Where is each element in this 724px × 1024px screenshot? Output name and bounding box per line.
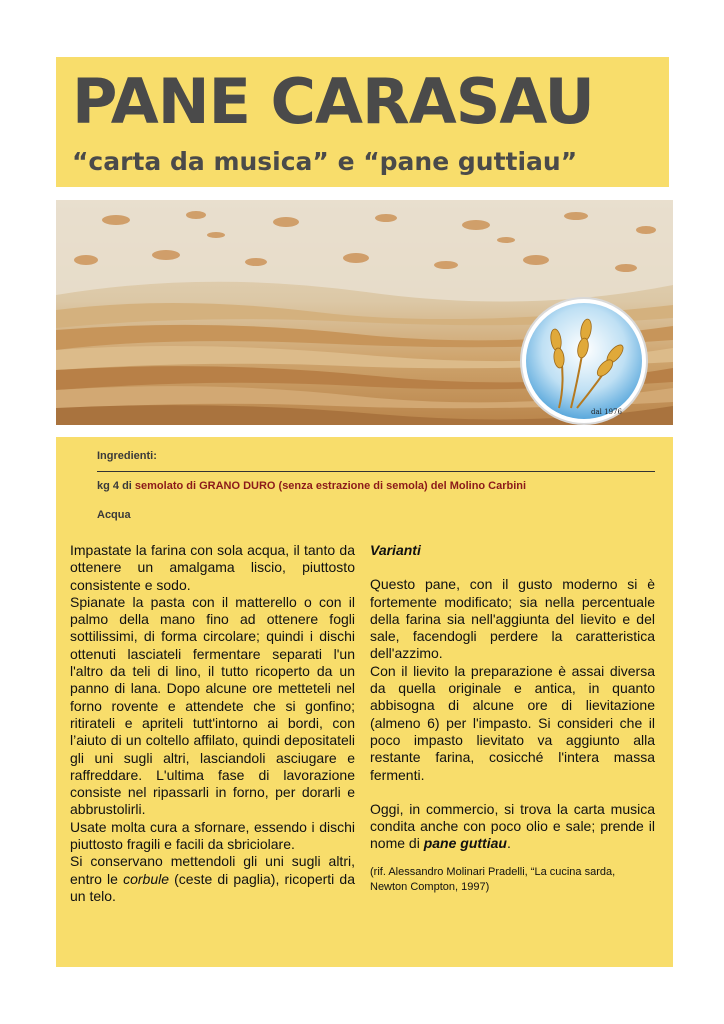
corbule-term: corbule bbox=[123, 870, 169, 887]
ingredients-heading: Ingredienti: bbox=[97, 450, 655, 472]
ingredient-flour-name: semolato di GRANO DURO (senza estrazione di semola) del Molino Carbini bbox=[134, 480, 527, 492]
variants-column bbox=[370, 542, 655, 895]
title-banner bbox=[56, 57, 669, 187]
pane-guttiau-term: pane guttiau bbox=[423, 835, 507, 852]
p3-text-after: . bbox=[506, 835, 511, 852]
preparation-paragraph-4 bbox=[70, 853, 355, 905]
molino-wheat-logo bbox=[519, 296, 649, 426]
bibliographic-reference: (rif. Alessandro Molinari Pradelli, “La cucina sarda, Newton Compton, 1997) bbox=[370, 865, 616, 893]
preparation-paragraph-2: Spianate la pasta con il matterello o con il palmo della mano fino ad ottenere fogli sottilissimi, di forma circolare; quindi i dischi ottenuti lasciateli fermentare separati l'un l'altro da teli di lino, il tutto ricoperto da un panno di lana. Dopo alcune ore metteteli nel forno rovente e attendete che si gonfino; ritirateli e apriteli tutt'intorno ai bordi, con l’aiuto di un coltello affilato, quindi depositateli gli uni sugli altri, lasciandoli asciugare e raffreddare. L'ultima fase di lavorazione consiste nel ripassarli in forno, per dorarli e abbrustolirli. bbox=[70, 593, 355, 818]
ingredient-water: Acqua bbox=[97, 509, 131, 521]
badge-year-text: dal 1976 bbox=[591, 408, 622, 416]
page-subtitle: “carta da musica” e “pane guttiau” bbox=[72, 147, 578, 176]
variants-heading: Varianti bbox=[370, 542, 421, 558]
recipe-panel bbox=[56, 437, 673, 967]
p4-text-before: Si conservano mettendoli gli uni sugli altri, entro le bbox=[70, 853, 355, 887]
preparation-paragraph-3: Usate molta cura a sfornare, essendo i dischi piuttosto fragili e facili da sbriciolare. bbox=[70, 818, 355, 853]
ingredients-section bbox=[97, 450, 655, 521]
variants-paragraph-3 bbox=[370, 801, 655, 853]
page-title: PANE CARASAU bbox=[72, 65, 594, 138]
preparation-column bbox=[70, 542, 355, 905]
p4-text-after: (ceste di paglia), ricoperti da un telo. bbox=[70, 870, 355, 904]
variants-paragraph-2: Con il lievito la preparazione è assai diversa da quella originale e antica, in quanto abbisogna di alcune ore di lievitazione (almeno 6) per l'impasto. Si consideri che il poco impasto lievitato va aggiunto alla restante farina, cosicché l'intera massa fermenti. bbox=[370, 662, 655, 783]
ingredient-flour-quantity: kg 4 di bbox=[97, 480, 135, 492]
variants-paragraph-1: Questo pane, con il gusto moderno si è fortemente modificato; sia nella percentuale della farina sia nell'aggiunta del lievito e del sale, facendogli perdere la caratteristica dell'azzimo. bbox=[370, 576, 655, 662]
preparation-paragraph-1: Impastate la farina con sola acqua, il tanto da ottenere un amalgama liscio, piuttosto consistente e sodo. bbox=[70, 542, 355, 593]
p3-text-before: Oggi, in commercio, si trova la carta musica condita anche con poco olio e sale; prende il nome di bbox=[370, 800, 655, 852]
ingredient-flour bbox=[97, 480, 655, 492]
